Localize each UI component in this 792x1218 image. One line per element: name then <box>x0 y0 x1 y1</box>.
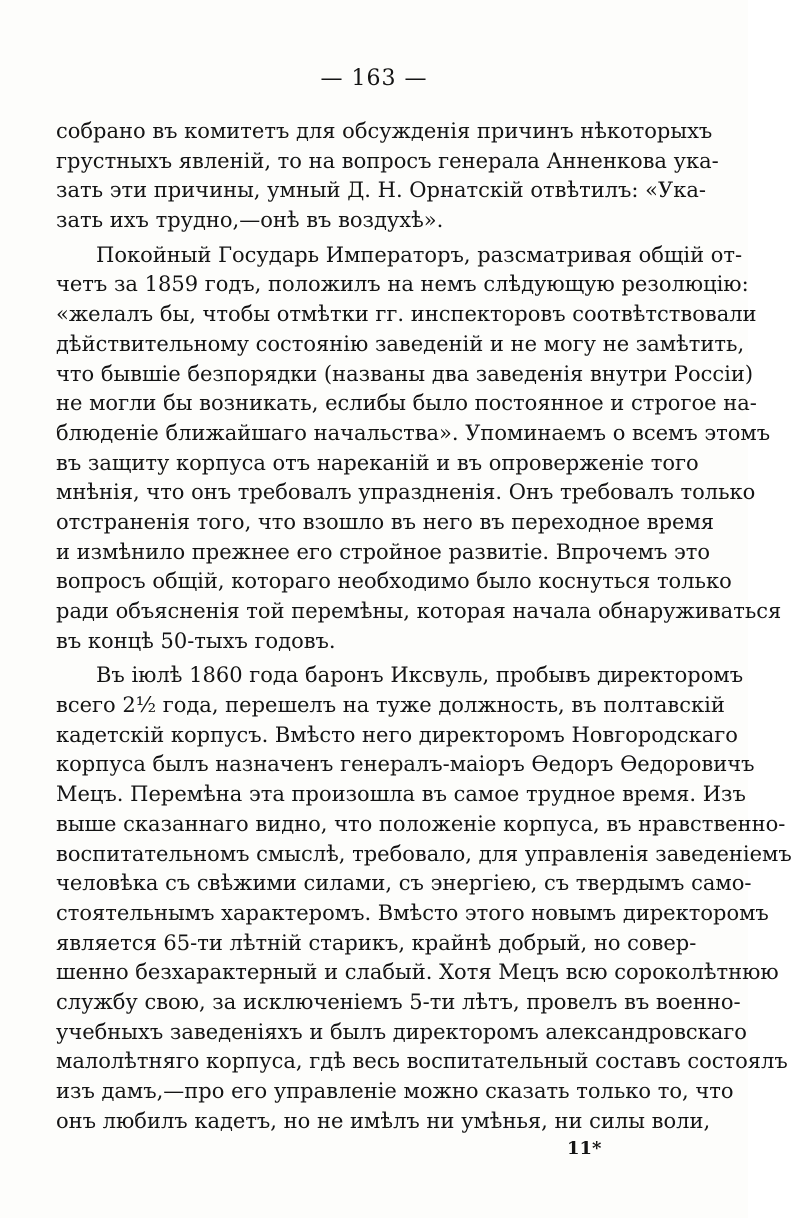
text-line: блюденіе ближайшаго начальства». Упоминаемъ о всемъ этомъ <box>56 420 771 445</box>
text-line: не могли бы возникать, еслибы было постоянное и строгое на- <box>56 391 757 416</box>
text-line: учебныхъ заведеніяхъ и былъ директоромъ александровскаго <box>56 1019 747 1044</box>
text-line: воспитательномъ смыслѣ, требовало, для управленія заведеніемъ <box>56 841 792 866</box>
paragraph <box>56 117 719 236</box>
text-line: Въ іюлѣ 1860 года баронъ Иксвуль, пробывъ директоромъ <box>96 663 744 688</box>
text-line: и измѣнило прежнее его стройное развитіе. Впрочемъ это <box>56 539 711 564</box>
page-number: — 163 — <box>320 66 428 91</box>
body-text <box>56 117 792 1136</box>
text-line: кадетскій корпусъ. Вмѣсто него директоромъ Новгородскаго <box>56 722 738 747</box>
text-line: зать ихъ трудно,—онѣ въ воздухѣ». <box>56 208 444 233</box>
text-line: изъ дамъ,—про его управленіе можно сказать только то, что <box>56 1079 734 1103</box>
text-line: выше сказаннаго видно, что положеніе корпуса, въ нравственно- <box>56 811 786 836</box>
text-line: отстраненія того, что взошло въ него въ переходное время <box>56 509 715 534</box>
text-line: дѣйствительному состоянію заведеній и не могу не замѣтить, <box>56 331 745 356</box>
text-line: четъ за 1859 годъ, положилъ на немъ слѣдующую резолюцію: <box>56 272 749 297</box>
text-line: въ защиту корпуса отъ нареканій и въ опроверженіе того <box>56 450 699 475</box>
text-line: ради объясненія той перемѣны, которая начала обнаруживаться <box>56 599 782 623</box>
text-line: вопросъ общій, котораго необходимо было коснуться только <box>56 569 732 594</box>
paragraph <box>56 661 792 1136</box>
text-line: собрано въ комитетъ для обсужденія причинъ нѣкоторыхъ <box>56 119 713 143</box>
text-line: человѣка съ свѣжими силами, съ энергіею, съ твердымъ само- <box>56 871 752 896</box>
printer-signature-mark: 11* <box>567 1138 602 1159</box>
text-line: службу свою, за исключеніемъ 5-ти лѣтъ, провелъ въ военно- <box>56 989 741 1014</box>
paragraph <box>56 241 782 657</box>
text-line: «желалъ бы, чтобы отмѣтки гг. инспекторовъ соотвѣтствовали <box>56 302 757 327</box>
text-line: стоятельнымъ характеромъ. Вмѣсто этого новымъ директоромъ <box>56 900 769 925</box>
text-line: шенно безхарактерный и слабый. Хотя Мецъ всю сороколѣтнюю <box>56 960 779 985</box>
text-line: Мецъ. Перемѣна эта произошла въ самое трудное время. Изъ <box>56 782 746 807</box>
text-line: Покойный Государь Императоръ, разсматривая общій от- <box>96 242 743 267</box>
text-line: всего 2½ года, перешелъ на туже должность, въ полтавскій <box>56 693 725 718</box>
text-line: онъ любилъ кадетъ, но не имѣлъ ни умѣнья, ни силы воли, <box>56 1108 711 1133</box>
text-line: малолѣтняго корпуса, гдѣ весь воспитательный составъ состоялъ <box>56 1049 788 1074</box>
text-line: что бывшіе безпорядки (названы два заведенія внутри Россіи) <box>56 361 754 386</box>
text-line: зать эти причины, умный Д. Н. Орнатскій отвѣтилъ: «Ука- <box>56 178 706 203</box>
text-line: корпуса былъ назначенъ генералъ-маіоръ Ѳедоръ Ѳедоровичъ <box>56 752 755 777</box>
text-line: грустныхъ явленій, то на вопросъ генерала Анненкова ука- <box>56 148 719 173</box>
text-line: въ концѣ 50-тыхъ годовъ. <box>56 628 336 653</box>
text-line: мнѣнія, что онъ требовалъ упраздненія. Онъ требовалъ только <box>56 480 756 505</box>
text-line: является 65-ти лѣтній старикъ, крайнѣ добрый, но совер- <box>56 930 697 955</box>
